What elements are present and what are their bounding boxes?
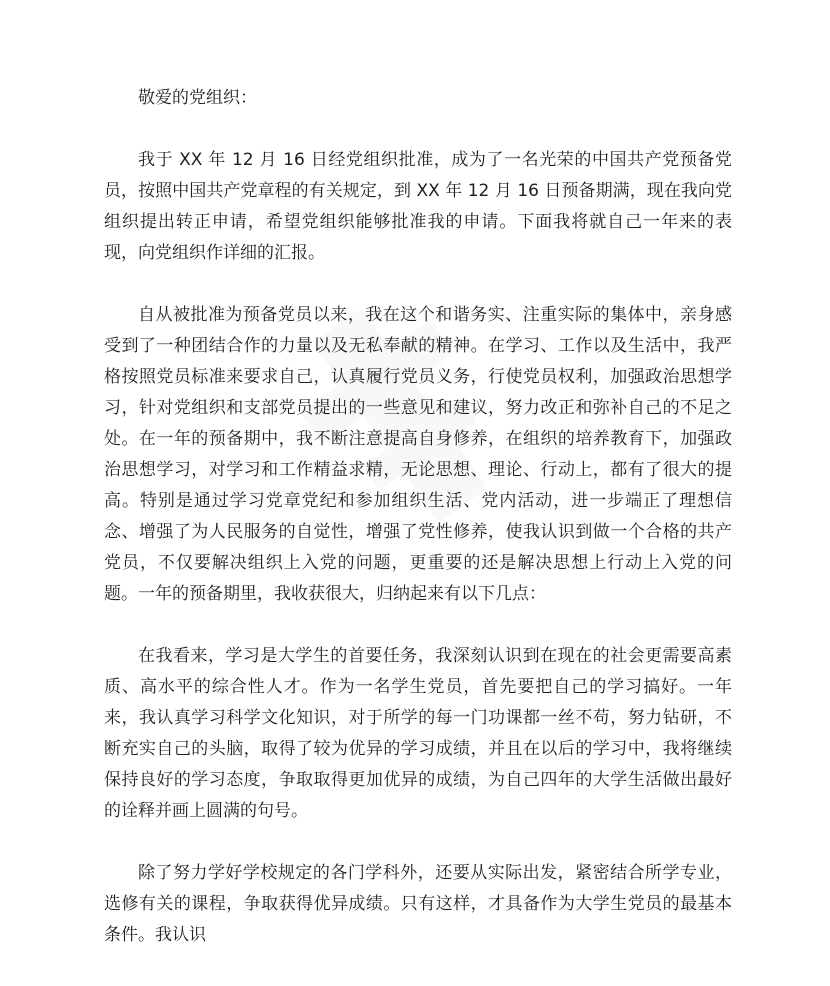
paragraph-1: 我于 XX 年 12 月 16 日经党组织批准，成为了一名光荣的中国共产党预备党员，按照中国共产党章程的有关规定，到 XX 年 12 月 16 日预备期满，现在我向党组织提出转正申请，希望党组织能够批准我的申请。下面我将就自己一年来的表现，向党组织作详细的汇报。 [104, 150, 732, 263]
paragraph-3: 在我看来，学习是大学生的首要任务，我深刻认识到在现在的社会更需要高素质、高水平的综合性人才。作为一名学生党员，首先要把自己的学习搞好。一年来，我认真学习科学文化知识，对于所学的每一门功课都一丝不苟，努力钻研，不断充实自己的头脑，取得了较为优异的学习成绩，并且在以后的学习中，我将继续保持良好的学习态度，争取取得更加优异的成绩，为自己四年的大学生活做出最好的诠释并画上圆满的句号。 [104, 646, 732, 821]
letter-body [104, 83, 732, 982]
paragraph-2: 自从被批准为预备党员以来，我在这个和谐务实、注重实际的集体中，亲身感受到了一种团结合作的力量以及无私奉献的精神。在学习、工作以及生活中，我严格按照党员标准来要求自己，认真履行党员义务，行使党员权利，加强政治思想学习，针对党组织和支部党员提出的一些意见和建议，努力改正和弥补自己的不足之处。在一年的预备期中，我不断注意提高自身修养，在组织的培养教育下，加强政治思想学习，对学习和工作精益求精，无论思想、理论、行动上，都有了很大的提高。特别是通过学习党章党纪和参加组织生活、党内活动，进一步端正了理想信念、增强了为人民服务的自觉性，增强了党性修养，使我认识到做一个合格的共产党员，不仅要解决组织上入党的问题，更重要的还是解决思想上行动上入党的问题。一年的预备期里，我收获很大，归纳起来有以下几点： [104, 305, 732, 604]
salutation: 敬爱的党组织： [138, 88, 257, 108]
paragraph-4: 除了努力学好学校规定的各门学科外，还要从实际出发，紧密结合所学专业，选修有关的课程，争取获得优异成绩。只有这样，才具备作为大学生党员的最基本条件。我认识 [104, 863, 732, 945]
